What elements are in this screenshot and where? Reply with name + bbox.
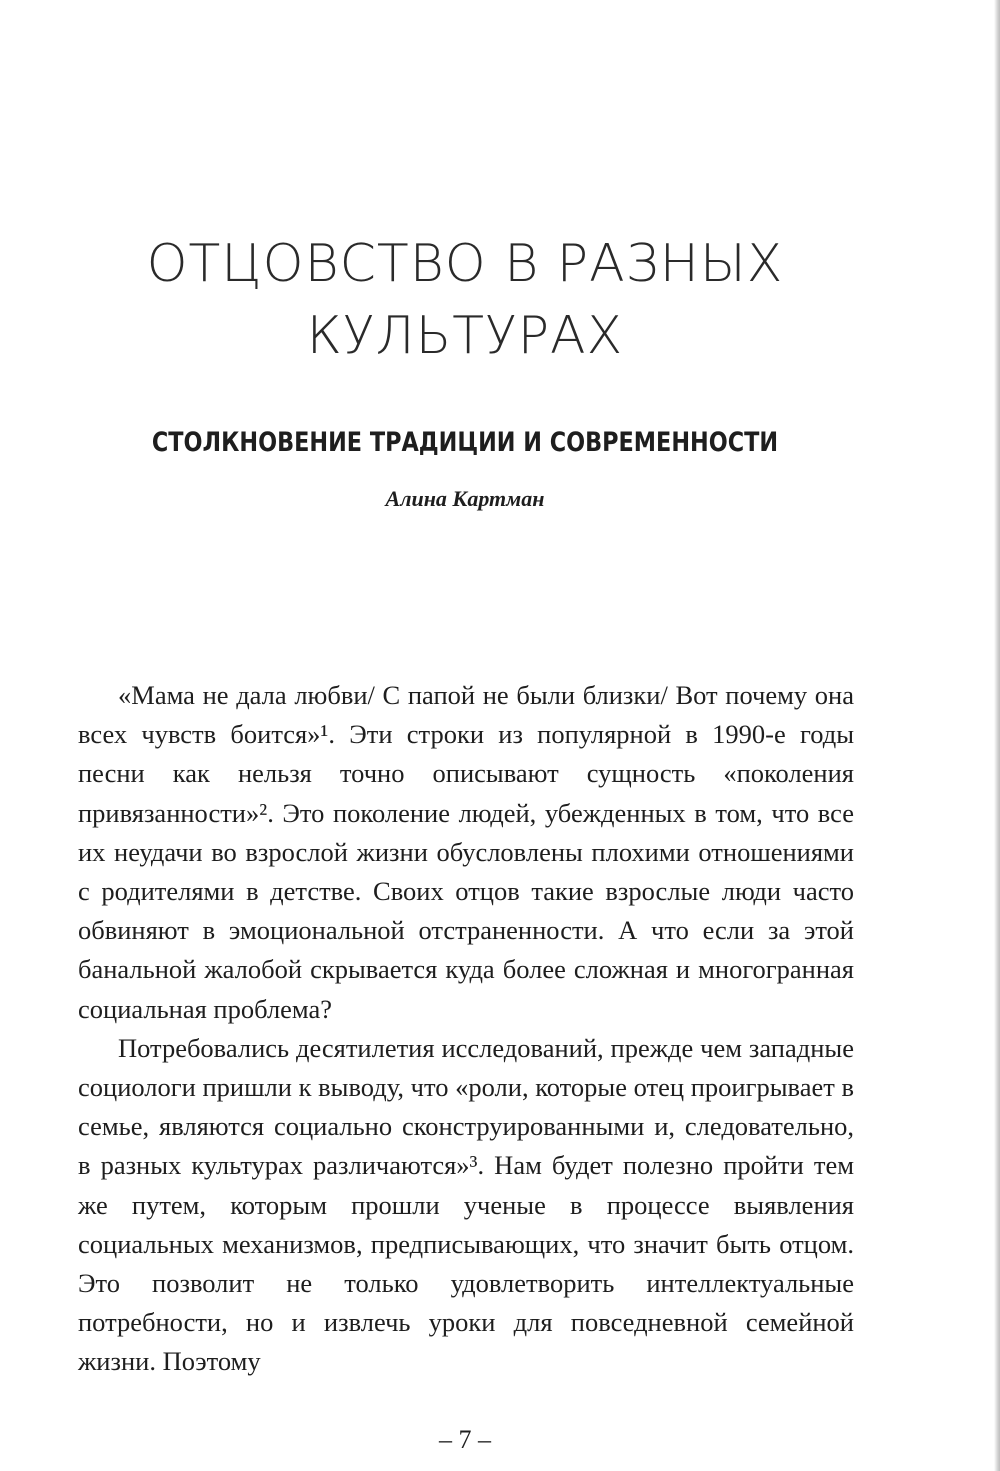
chapter-subtitle: СТОЛКНОВЕНИЕ ТРАДИЦИИ И СОВРЕМЕННОСТИ (151, 427, 779, 458)
chapter-title-line-2: КУЛЬТУРАХ (306, 306, 624, 366)
page-edge-shadow (994, 0, 1000, 1471)
body-text (78, 676, 854, 1382)
chapter-title (0, 228, 930, 372)
author-name: Алина Картман (385, 486, 545, 511)
page-number: – 7 – (439, 1425, 491, 1454)
paragraph-1: «Мама не дала любви/ С папой не были близки/ Вот почему она всех чувств боится»¹. Эти строки из популярной в 1990-е годы песни как нельзя точно описывают сущность «поколения привязанности»². Это поколение людей, убежденных в том, что все их неудачи во взрослой жизни обусловлены плохими отношениями с родителями в детстве. Своих отцов такие взрослые люди часто обвиняют в эмоциональной отстраненности. А что если за этой банальной жалобой скрывается куда более сложная и многогранная социальная проблема? (78, 680, 854, 1024)
paragraph-2: Потребовались десятилетия исследований, прежде чем западные социологи пришли к выводу, что «роли, которые отец проигрывает в семье, являются социально сконструированными и, следовательно, в разных культурах различаются»³. Нам будет полезно пройти тем же путем, которым прошли ученые в процессе выявления социальных механизмов, предписывающих, что значит быть отцом. Это позволит не только удовлетворить интеллектуальные потребности, но и извлечь уроки для повседневной семейной жизни. Поэтому (78, 1032, 854, 1377)
chapter-title-line-1: ОТЦОВСТВО В РАЗНЫХ (146, 234, 784, 294)
